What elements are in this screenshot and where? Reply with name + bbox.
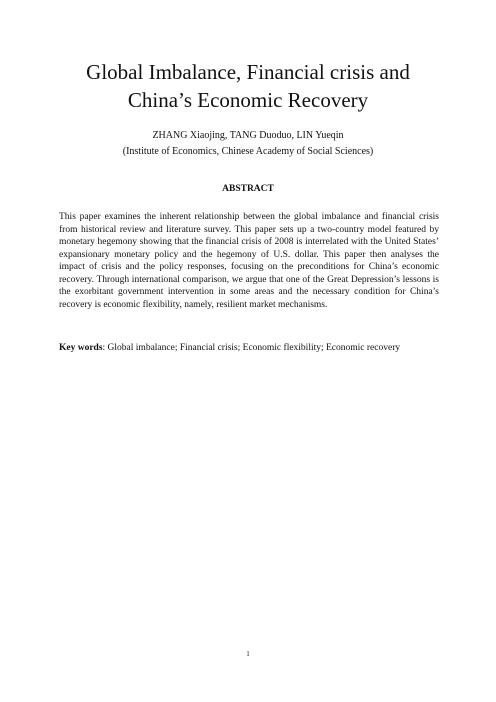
paper-title bbox=[40, 58, 456, 114]
abstract-heading: ABSTRACT bbox=[222, 184, 274, 194]
abstract-body: This paper examines the inherent relationship between the global imbalance and financial crisis from historical review and literature survey. This paper sets up a two-country model featured by monetary hegemony showing that the financial crisis of 2008 is interrelated with the United States’ expansionary monetary policy and the hegemony of U.S. dollar. This paper then analyses the impact of crisis and the policy responses, focusing on the preconditions for China’s economic recovery. Through international comparison, we argue that one of the Great Depression’s lessons is the exorbitant government intervention in some areas and the necessary condition for China’s recovery is economic flexibility, namely, resilient market mechanisms. bbox=[59, 212, 439, 310]
page-number: 1 bbox=[246, 650, 250, 658]
title-line-2: China’s Economic Recovery bbox=[127, 88, 369, 112]
affiliation: (Institute of Economics, Chinese Academy of Social Sciences) bbox=[122, 146, 374, 157]
title-line-1: Global Imbalance, Financial crisis and bbox=[86, 60, 410, 84]
keywords bbox=[59, 342, 439, 355]
keywords-label: Key words bbox=[59, 343, 103, 353]
author-list: ZHANG Xiaojing, TANG Duoduo, LIN Yueqin bbox=[152, 130, 344, 141]
keywords-list: : Global imbalance; Financial crisis; Economic flexibility; Economic recovery bbox=[102, 343, 401, 353]
